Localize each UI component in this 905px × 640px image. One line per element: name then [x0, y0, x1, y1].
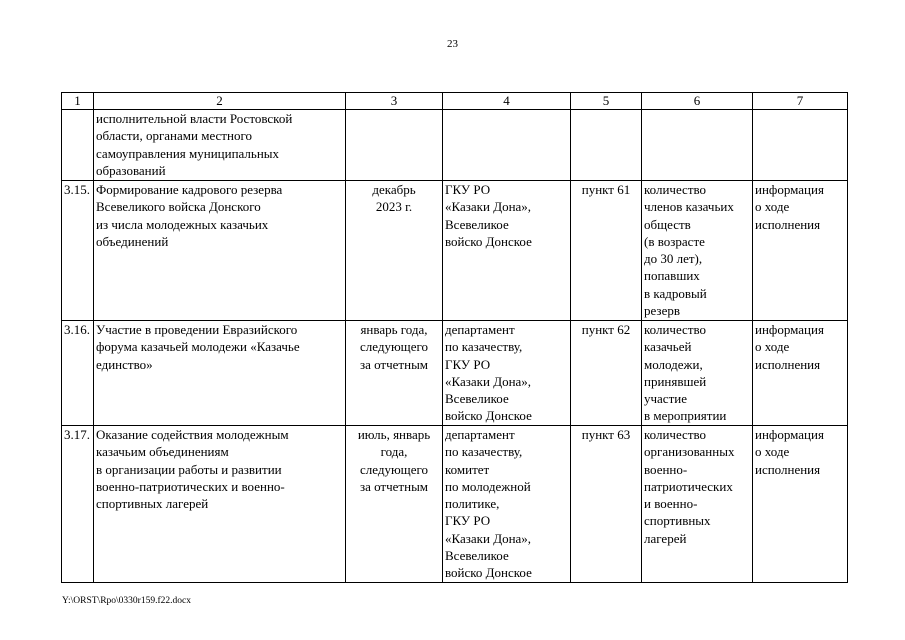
column-number: 2 [94, 93, 346, 110]
row-number: 3.17. [62, 426, 94, 583]
report-cell: информация о ходе исполнения [753, 321, 848, 426]
row-number [62, 110, 94, 181]
column-number: 7 [753, 93, 848, 110]
row-number: 3.15. [62, 181, 94, 321]
page-number: 23 [447, 38, 458, 50]
plan-table [61, 92, 848, 583]
report-cell: информация о ходе исполнения [753, 426, 848, 583]
table-row [62, 181, 848, 321]
term-cell: декабрь 2023 г. [346, 181, 443, 321]
row-number: 3.16. [62, 321, 94, 426]
column-number: 6 [642, 93, 753, 110]
report-cell [753, 110, 848, 181]
indicator-cell: количество казачьей молодежи, принявшей участие в мероприятии [642, 321, 753, 426]
executor-cell: департамент по казачеству, ГКУ РО «Казаки Дона», Всевеликое войско Донское [443, 321, 571, 426]
column-number: 5 [571, 93, 642, 110]
table-row [62, 426, 848, 583]
footer-file-path: Y:\ORST\Rpo\0330r159.f22.docx [62, 596, 191, 606]
item-cell [571, 110, 642, 181]
table-row [62, 321, 848, 426]
item-cell: пункт 61 [571, 181, 642, 321]
executor-cell: департамент по казачеству, комитет по молодежной политике, ГКУ РО «Казаки Дона», Всевеликое войско Донское [443, 426, 571, 583]
measure-cell: Оказание содействия молодежным казачьим объединениям в организации работы и развитии военно-патриотических и военно- спортивных лагерей [94, 426, 346, 583]
term-cell: июль, январь года, следующего за отчетным [346, 426, 443, 583]
indicator-cell: количество организованных военно- патриотических и военно- спортивных лагерей [642, 426, 753, 583]
column-number-row [62, 93, 848, 110]
table-row [62, 110, 848, 181]
item-cell: пункт 63 [571, 426, 642, 583]
measure-cell: Участие в проведении Евразийского форума казачьей молодежи «Казачье единство» [94, 321, 346, 426]
column-number: 3 [346, 93, 443, 110]
column-number: 1 [62, 93, 94, 110]
executor-cell [443, 110, 571, 181]
indicator-cell [642, 110, 753, 181]
column-number: 4 [443, 93, 571, 110]
indicator-cell: количество членов казачьих обществ (в возрасте до 30 лет), попавших в кадровый резерв [642, 181, 753, 321]
item-cell: пункт 62 [571, 321, 642, 426]
term-cell: январь года, следующего за отчетным [346, 321, 443, 426]
measure-cell: исполнительной власти Ростовской области, органами местного самоуправления муниципальных образований [94, 110, 346, 181]
term-cell [346, 110, 443, 181]
report-cell: информация о ходе исполнения [753, 181, 848, 321]
measure-cell: Формирование кадрового резерва Всевеликого войска Донского из числа молодежных казачьих объединений [94, 181, 346, 321]
executor-cell: ГКУ РО «Казаки Дона», Всевеликое войско Донское [443, 181, 571, 321]
